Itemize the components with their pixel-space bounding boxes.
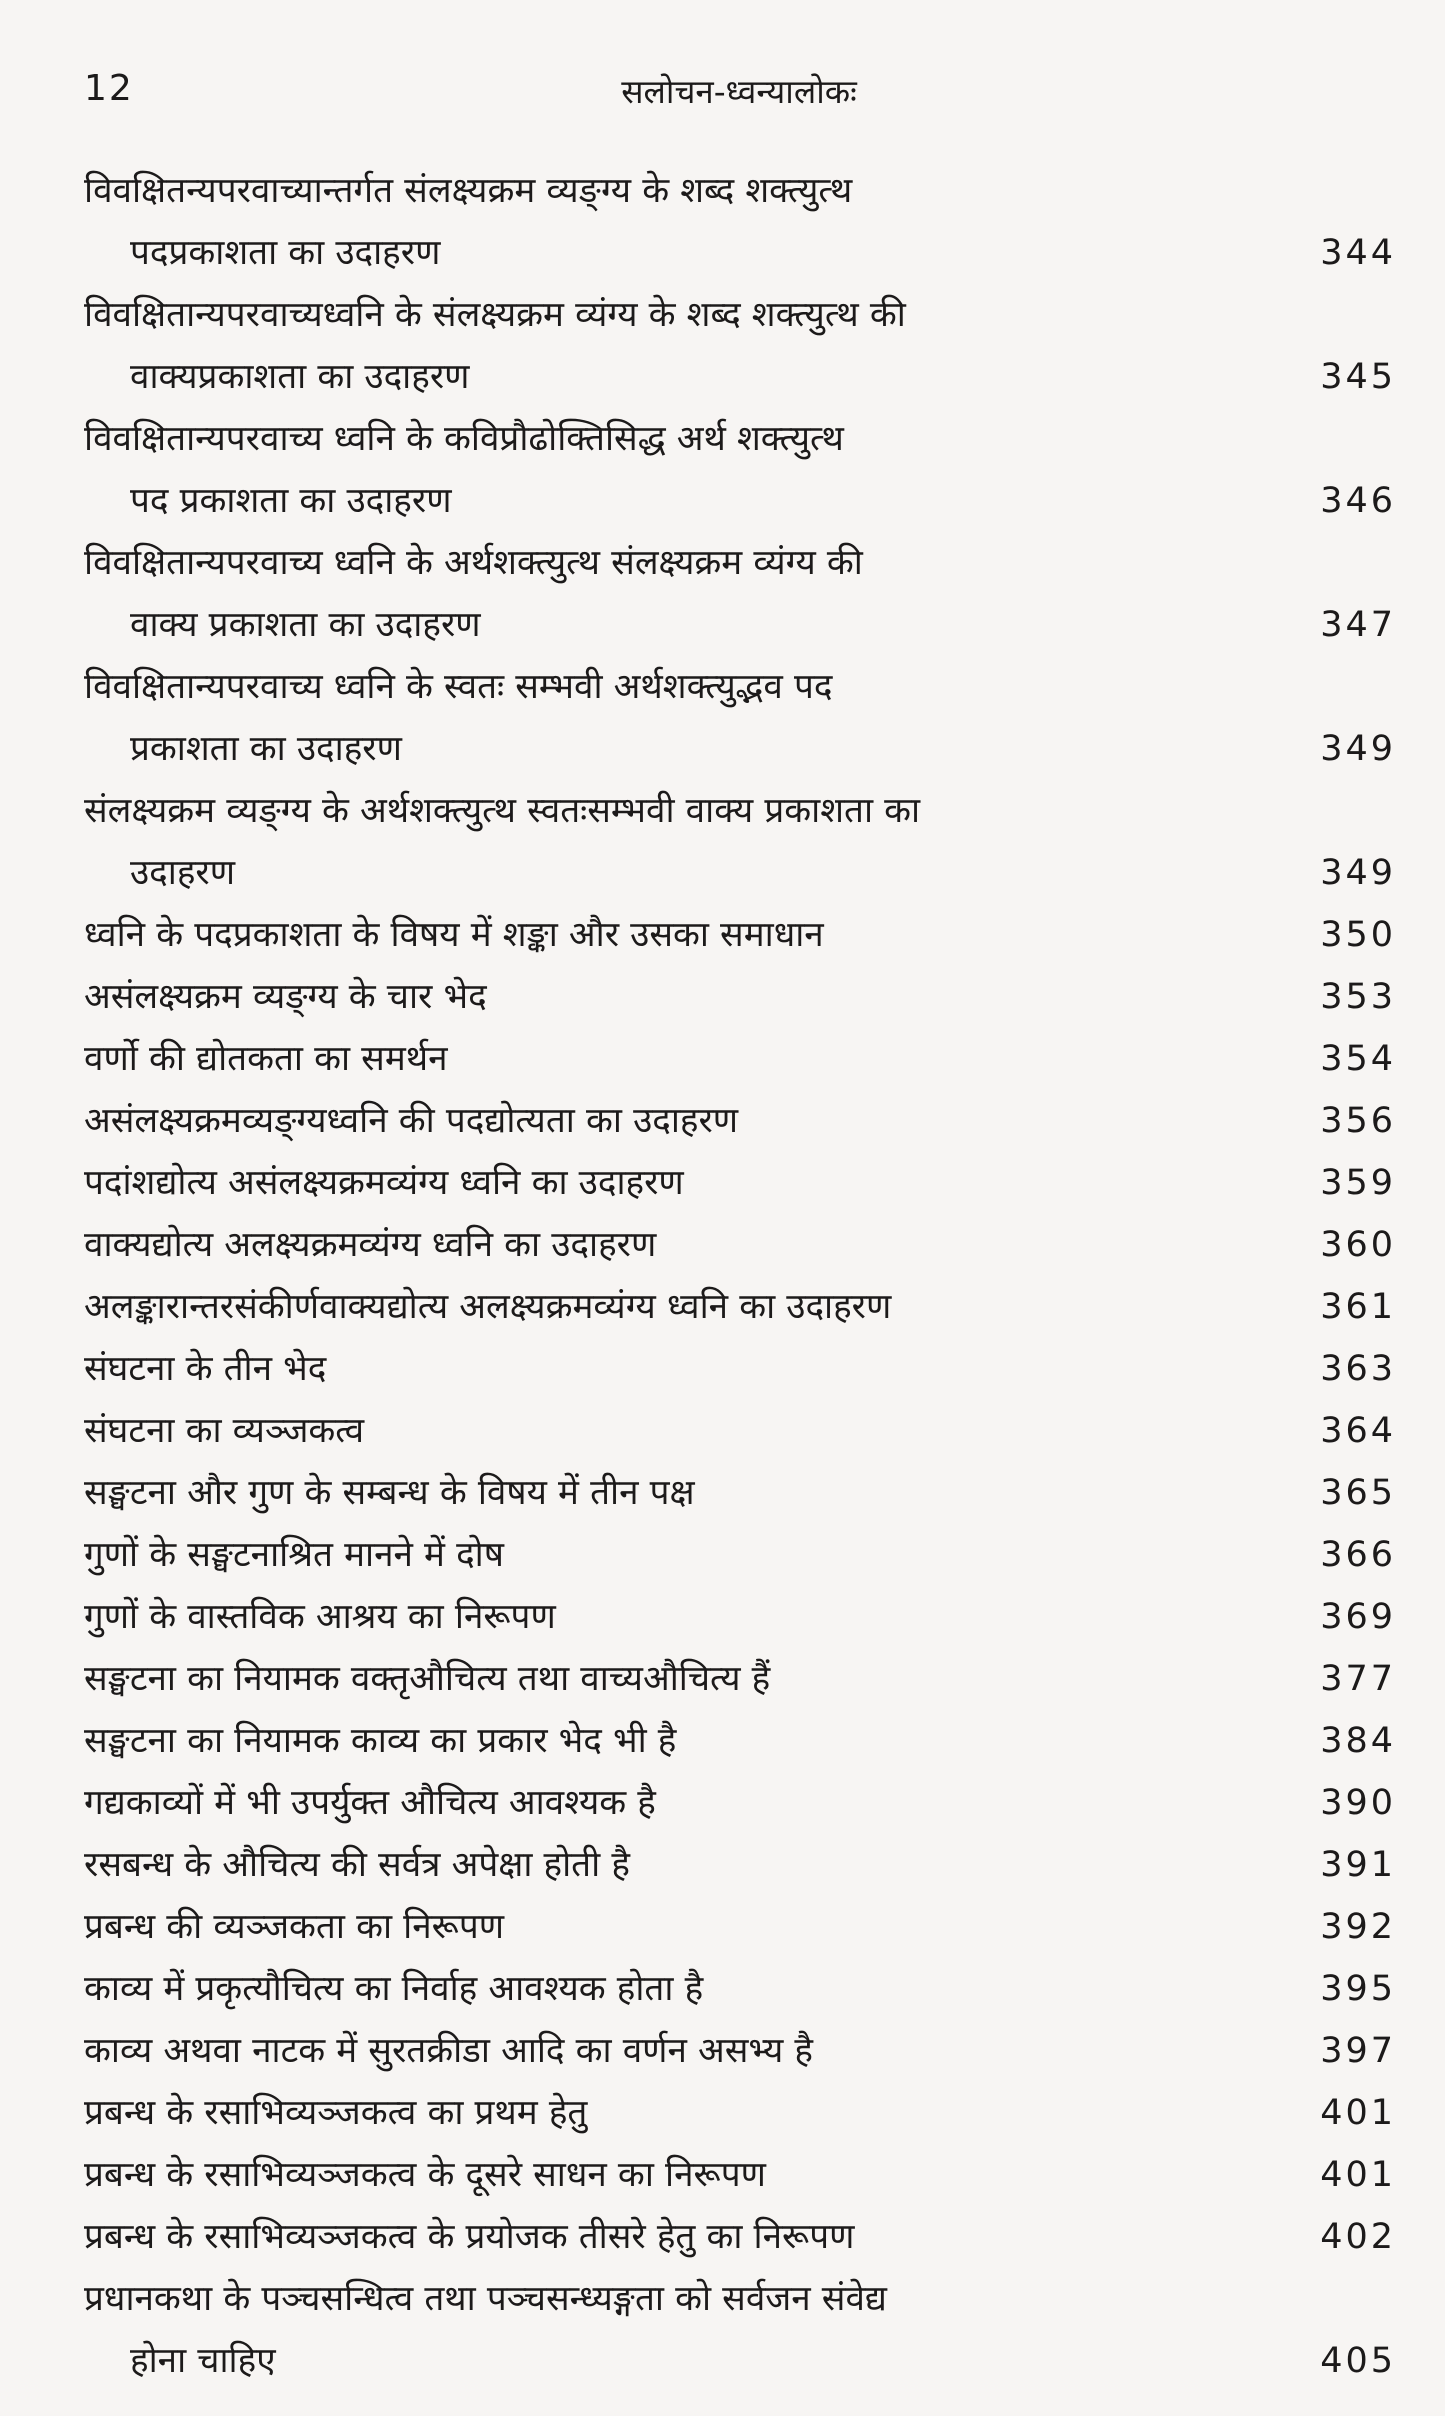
toc-entry-page-number: 402 — [1320, 2217, 1396, 2257]
toc-entry-page-number: 350 — [1320, 915, 1396, 955]
toc-entry — [84, 1276, 1396, 1338]
toc-entry-page-number: 377 — [1320, 1659, 1396, 1699]
toc-entry — [84, 284, 1396, 408]
table-of-contents — [84, 160, 1396, 2392]
toc-entry — [84, 2268, 1396, 2392]
toc-entry-title-continuation: उदाहरण — [130, 853, 236, 893]
toc-entry-title: संघटना के तीन भेद — [84, 1349, 327, 1389]
toc-entry-page-number: 349 — [1320, 729, 1396, 769]
toc-entry — [84, 1896, 1396, 1958]
toc-entry-page-number: 366 — [1320, 1535, 1396, 1575]
toc-entry — [84, 1524, 1396, 1586]
toc-entry — [84, 1462, 1396, 1524]
toc-entry-page-number: 344 — [1320, 233, 1396, 273]
toc-entry-page-number: 392 — [1320, 1907, 1396, 1947]
toc-entry-page-number: 401 — [1320, 2155, 1396, 2195]
toc-entry-title: ध्वनि के पदप्रकाशता के विषय में शङ्का और उसका समाधान — [84, 915, 824, 955]
toc-entry — [84, 656, 1396, 780]
toc-entry-page-number: 346 — [1320, 481, 1396, 521]
toc-entry-title: विवक्षितान्यपरवाच्य ध्वनि के अर्थशक्त्युत्थ संलक्ष्यक्रम व्यंग्य की — [84, 543, 863, 583]
toc-entry-title: गुणों के सङ्घटनाश्रित मानने में दोष — [84, 1535, 504, 1575]
toc-entry-page-number: 361 — [1320, 1287, 1396, 1327]
toc-entry-title-continuation: वाक्य प्रकाशता का उदाहरण — [130, 605, 481, 645]
toc-entry-page-number: 356 — [1320, 1101, 1396, 1141]
toc-entry — [84, 160, 1396, 284]
toc-entry-page-number: 353 — [1320, 977, 1396, 1017]
toc-entry-title-continuation: पद प्रकाशता का उदाहरण — [130, 481, 452, 521]
toc-entry — [84, 1958, 1396, 2020]
page-header — [84, 68, 1394, 128]
toc-entry-title: प्रबन्ध के रसाभिव्यञ्जकत्व का प्रथम हेतु — [84, 2093, 588, 2133]
toc-entry-title: काव्य अथवा नाटक में सुरतक्रीडा आदि का वर्णन असभ्य है — [84, 2031, 813, 2071]
toc-entry-title-continuation: पदप्रकाशता का उदाहरण — [130, 233, 441, 273]
toc-entry-title: प्रबन्ध के रसाभिव्यञ्जकत्व के दूसरे साधन का निरूपण — [84, 2155, 766, 2195]
toc-entry-title: सङ्घटना का नियामक काव्य का प्रकार भेद भी है — [84, 1721, 677, 1761]
toc-entry — [84, 2082, 1396, 2144]
toc-entry-page-number: 395 — [1320, 1969, 1396, 2009]
toc-entry-page-number: 390 — [1320, 1783, 1396, 1823]
toc-entry — [84, 780, 1396, 904]
toc-entry — [84, 1834, 1396, 1896]
page-number: 12 — [84, 68, 134, 109]
toc-entry-title: विवक्षितान्यपरवाच्यध्वनि के संलक्ष्यक्रम व्यंग्य के शब्द शक्त्युत्थ की — [84, 295, 906, 335]
toc-entry-title: वर्णो की द्योतकता का समर्थन — [84, 1039, 448, 1079]
toc-entry — [84, 1338, 1396, 1400]
toc-entry — [84, 532, 1396, 656]
toc-entry-title-continuation: प्रकाशता का उदाहरण — [130, 729, 402, 769]
toc-entry-title: प्रबन्ध के रसाभिव्यञ्जकत्व के प्रयोजक तीसरे हेतु का निरूपण — [84, 2217, 855, 2257]
toc-entry-title: विवक्षितान्यपरवाच्य ध्वनि के स्वतः सम्भवी अर्थशक्त्युद्भव पद — [84, 667, 833, 707]
toc-entry — [84, 1648, 1396, 1710]
toc-entry — [84, 2020, 1396, 2082]
toc-entry-title: असंलक्ष्यक्रमव्यङ्ग्यध्वनि की पदद्योत्यता का उदाहरण — [84, 1101, 739, 1141]
toc-entry-page-number: 347 — [1320, 605, 1396, 645]
toc-entry-title-continuation: होना चाहिए — [130, 2341, 276, 2381]
toc-entry-title: सङ्घटना और गुण के सम्बन्ध के विषय में तीन पक्ष — [84, 1473, 695, 1513]
toc-entry-title: पदांशद्योत्य असंलक्ष्यक्रमव्यंग्य ध्वनि का उदाहरण — [84, 1163, 684, 1203]
toc-entry-title: रसबन्ध के औचित्य की सर्वत्र अपेक्षा होती है — [84, 1845, 630, 1885]
toc-entry — [84, 2206, 1396, 2268]
toc-entry-page-number: 365 — [1320, 1473, 1396, 1513]
toc-entry-title: विवक्षितान्यपरवाच्य ध्वनि के कविप्रौढोक्तिसिद्ध अर्थ शक्त्युत्थ — [84, 419, 844, 459]
toc-entry-title: सङ्घटना का नियामक वक्तृऔचित्य तथा वाच्यऔचित्य हैं — [84, 1659, 771, 1699]
toc-entry — [84, 1152, 1396, 1214]
toc-entry — [84, 966, 1396, 1028]
toc-entry-title: संलक्ष्यक्रम व्यङ्ग्य के अर्थशक्त्युत्थ स्वतःसम्भवी वाक्य प्रकाशता का — [84, 791, 921, 831]
toc-entry-page-number: 369 — [1320, 1597, 1396, 1637]
toc-entry-title: काव्य में प्रकृत्यौचित्य का निर्वाह आवश्यक होता है — [84, 1969, 704, 2009]
toc-entry-title: गद्यकाव्यों में भी उपर्युक्त औचित्य आवश्यक है — [84, 1783, 656, 1823]
toc-entry — [84, 2144, 1396, 2206]
toc-entry-title: विवक्षितन्यपरवाच्यान्तर्गत संलक्ष्यक्रम व्यङ्ग्य के शब्द शक्त्युत्थ — [84, 171, 853, 211]
toc-entry — [84, 1772, 1396, 1834]
toc-entry — [84, 408, 1396, 532]
toc-entry-title: गुणों के वास्तविक आश्रय का निरूपण — [84, 1597, 556, 1637]
toc-entry-title-continuation: वाक्यप्रकाशता का उदाहरण — [130, 357, 470, 397]
toc-entry-title: वाक्यद्योत्य अलक्ष्यक्रमव्यंग्य ध्वनि का उदाहरण — [84, 1225, 657, 1265]
toc-entry — [84, 1090, 1396, 1152]
toc-entry-page-number: 384 — [1320, 1721, 1396, 1761]
toc-entry-page-number: 359 — [1320, 1163, 1396, 1203]
toc-entry-title: प्रधानकथा के पञ्चसन्धित्व तथा पञ्चसन्ध्यङ्गता को सर्वजन संवेद्य — [84, 2279, 887, 2319]
toc-entry-title: प्रबन्ध की व्यञ्जकता का निरूपण — [84, 1907, 505, 1947]
toc-entry-page-number: 354 — [1320, 1039, 1396, 1079]
toc-entry-page-number: 345 — [1320, 357, 1396, 397]
toc-entry-page-number: 397 — [1320, 2031, 1396, 2071]
running-title: सलोचन-ध्वन्यालोकः — [621, 72, 857, 111]
toc-entry-page-number: 401 — [1320, 2093, 1396, 2133]
toc-entry — [84, 1400, 1396, 1462]
toc-entry — [84, 1028, 1396, 1090]
toc-entry-title: असंलक्ष्यक्रम व्यङ्ग्य के चार भेद — [84, 977, 487, 1017]
toc-entry-page-number: 349 — [1320, 853, 1396, 893]
toc-entry — [84, 1710, 1396, 1772]
toc-entry-page-number: 405 — [1320, 2341, 1396, 2381]
toc-entry — [84, 904, 1396, 966]
toc-entry-page-number: 364 — [1320, 1411, 1396, 1451]
toc-entry — [84, 1586, 1396, 1648]
toc-entry-title: संघटना का व्यञ्जकत्व — [84, 1411, 365, 1451]
toc-entry-title: अलङ्कारान्तरसंकीर्णवाक्यद्योत्य अलक्ष्यक्रमव्यंग्य ध्वनि का उदाहरण — [84, 1287, 892, 1327]
toc-entry-page-number: 363 — [1320, 1349, 1396, 1389]
toc-entry — [84, 1214, 1396, 1276]
toc-entry-page-number: 391 — [1320, 1845, 1396, 1885]
toc-entry-page-number: 360 — [1320, 1225, 1396, 1265]
